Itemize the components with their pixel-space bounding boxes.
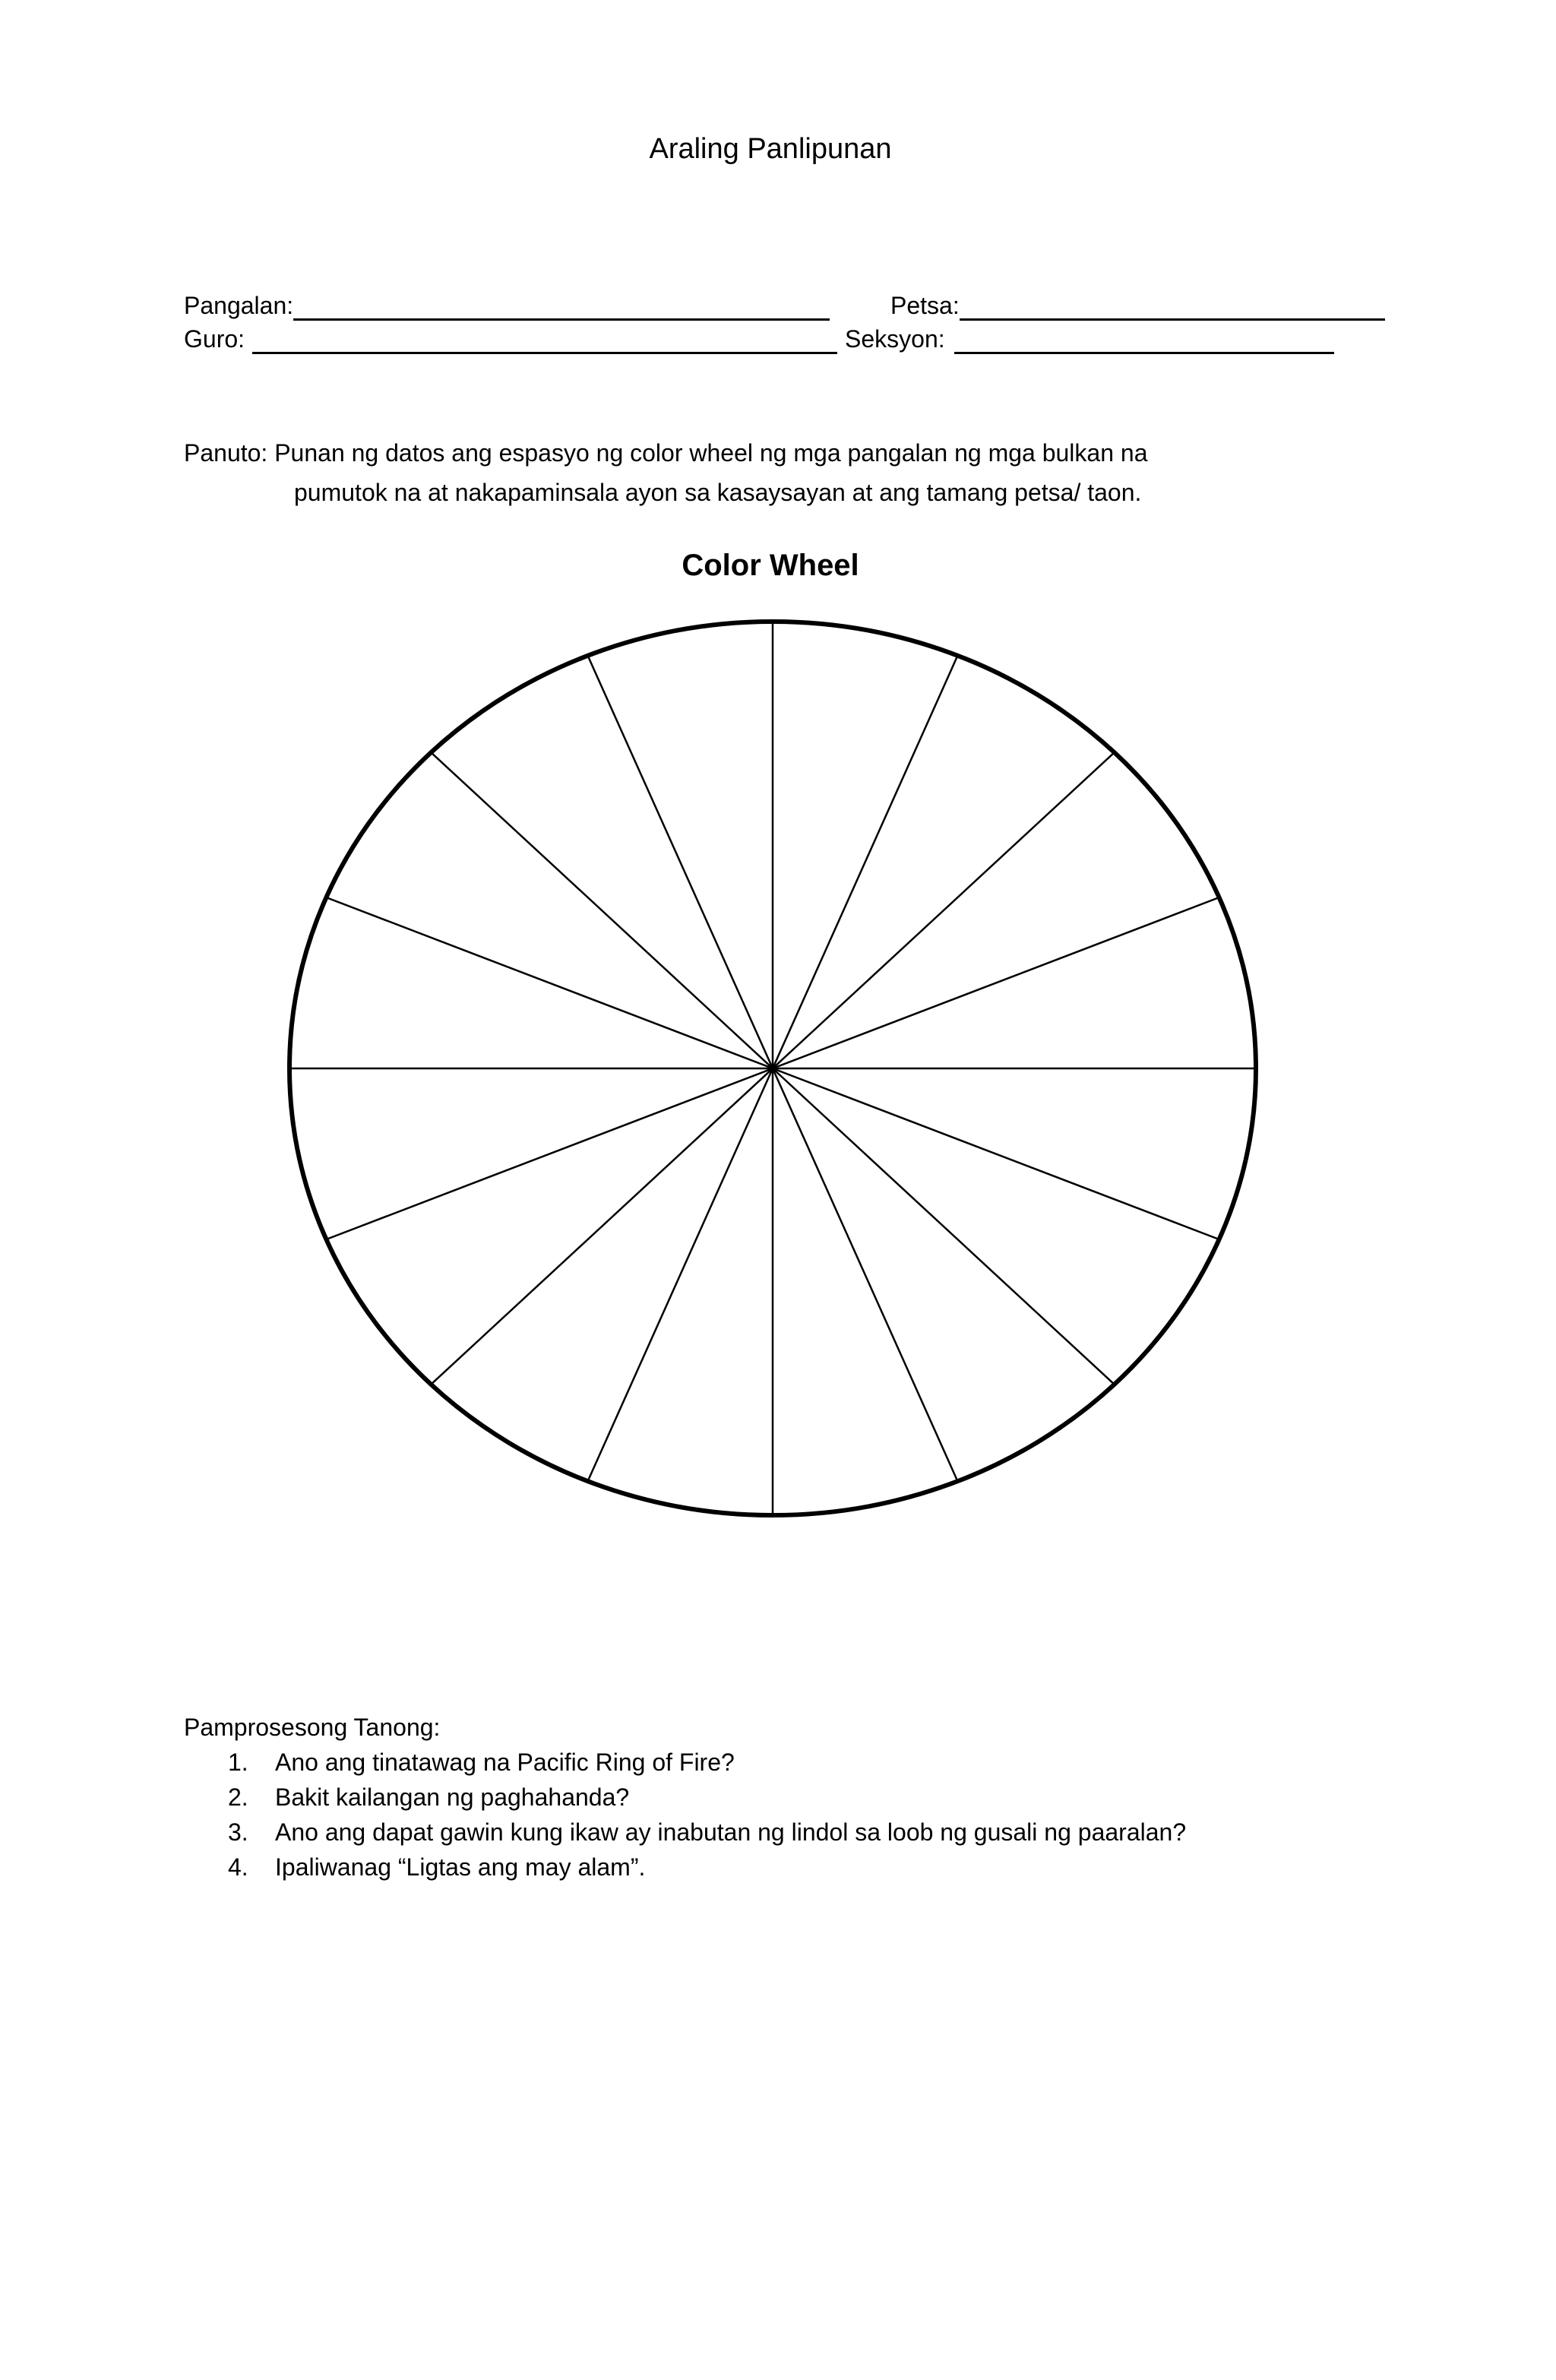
color-wheel <box>283 617 1270 1529</box>
wheel-title: Color Wheel <box>682 549 859 582</box>
instructions-line-1: Panuto: Punan ng datos ang espasyo ng color wheel ng mga pangalan ng mga bulkan na <box>184 439 1148 467</box>
wheel-spoke <box>326 1068 773 1239</box>
instructions-line-2: pumutok na at nakapaminsala ayon sa kasaysayan at ang tamang petsa/ taon. <box>294 479 1142 506</box>
question-number: 4. <box>228 1853 248 1881</box>
section-label: Seksyon: <box>845 325 945 353</box>
wheel-spoke <box>773 1068 957 1481</box>
wheel-spoke <box>588 656 773 1068</box>
name-label: Pangalan: <box>184 292 294 319</box>
question-text: Ano ang tinatawag na Pacific Ring of Fire? <box>275 1749 735 1776</box>
teacher-blank[interactable] <box>252 328 837 354</box>
wheel-spoke <box>773 656 957 1068</box>
question-number: 2. <box>228 1783 248 1811</box>
name-field[interactable] <box>184 290 830 324</box>
questions-list <box>184 1745 1399 1885</box>
wheel-spoke <box>773 897 1219 1068</box>
section-field[interactable] <box>845 324 1334 357</box>
question-item <box>184 1780 1399 1815</box>
date-blank[interactable] <box>960 294 1385 321</box>
wheel-spoke <box>431 752 773 1068</box>
wheel-spoke <box>773 1068 1219 1239</box>
question-number: 3. <box>228 1818 248 1846</box>
questions-heading: Pamprosesong Tanong: <box>184 1714 441 1741</box>
page-title: Araling Panlipunan <box>649 133 892 165</box>
question-item <box>184 1815 1399 1850</box>
question-item <box>184 1850 1399 1885</box>
processing-questions <box>184 1710 1399 1885</box>
teacher-label: Guro: <box>184 325 245 353</box>
wheel-spoke <box>773 752 1115 1068</box>
question-text: Ipaliwanag “Ligtas ang may alam”. <box>275 1853 646 1881</box>
wheel-spoke <box>773 1068 1115 1385</box>
wheel-spoke <box>326 897 773 1068</box>
instructions <box>184 433 1339 512</box>
name-blank[interactable] <box>293 294 830 321</box>
date-field[interactable] <box>890 290 1385 324</box>
section-blank[interactable] <box>954 328 1334 354</box>
wheel-spokes <box>289 622 1256 1515</box>
question-text: Ano ang dapat gawin kung ikaw ay inabutan ng lindol sa loob ng gusali ng paaralan? <box>275 1818 1187 1846</box>
wheel-spoke <box>431 1068 773 1385</box>
date-label: Petsa: <box>890 292 960 319</box>
question-item <box>184 1745 1399 1780</box>
wheel-spoke <box>588 1068 773 1481</box>
question-number: 1. <box>228 1749 248 1776</box>
teacher-field[interactable] <box>184 324 837 357</box>
question-text: Bakit kailangan ng paghahanda? <box>275 1783 630 1811</box>
